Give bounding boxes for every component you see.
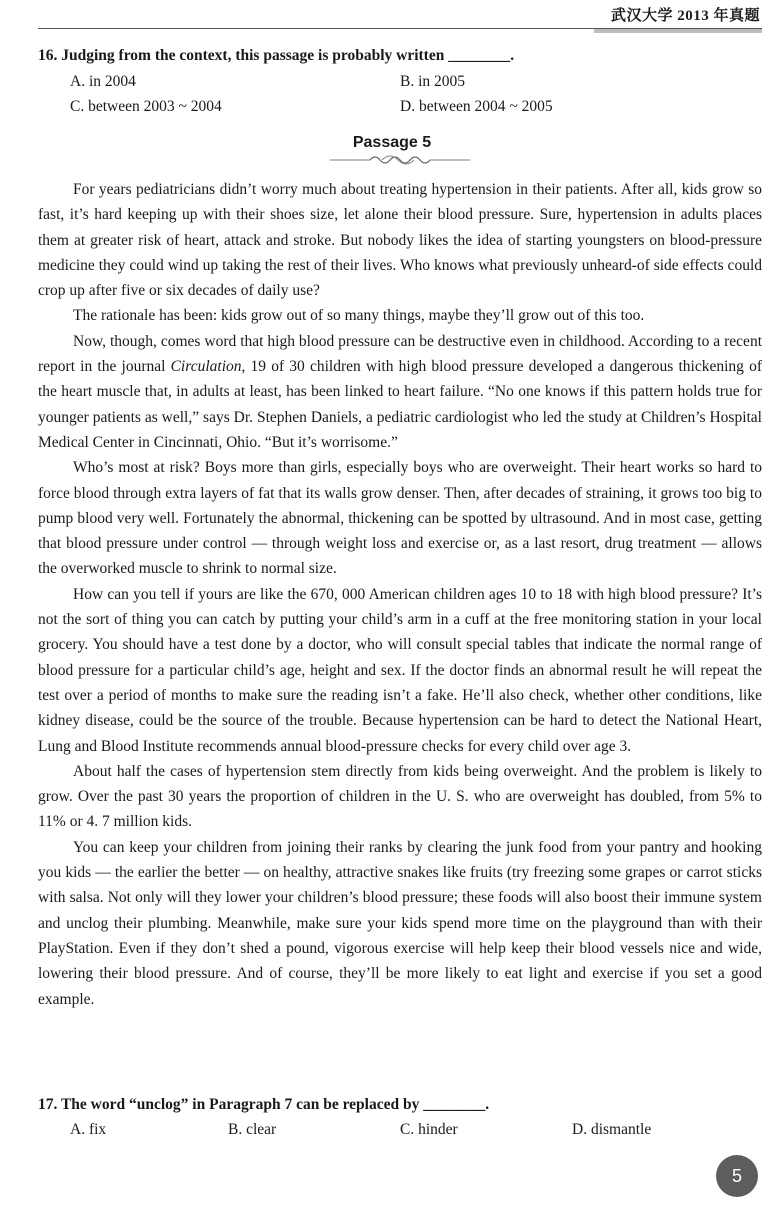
header-title: 武汉大学 2013 年真题 bbox=[610, 8, 760, 24]
option-b: B. clear bbox=[228, 1121, 277, 1138]
paragraph-2: The rationale has been: kids grow out of so many things, maybe they’ll grow out of this too. bbox=[73, 307, 645, 325]
paragraph-6: About half the cases of hypertension stem directly from kids being overweight. And the problem is likely to grow. Over the past 30 years the proportion of children in the U. S. who are overweight has doubled, from 5% to 11% or 4. 7 million kids. bbox=[38, 762, 762, 831]
paragraph-3-part-2: , 19 of 30 children with high blood pressure developed a dangerous thickening of the heart muscle that, in adults at least, has been linked to heart failure. “No one knows if this pattern holds true for younger patients as well,” says Dr. Stephen Daniels, a pediatric cardiologist who led the study at Children’s Hospital Medical Center in Cincinnati, Ohio. “But it’s worrisome.” bbox=[38, 358, 762, 451]
paragraph-3 bbox=[38, 329, 762, 455]
option-c: C. between 2003 ~ 2004 bbox=[70, 98, 222, 115]
option-d: D. between 2004 ~ 2005 bbox=[400, 98, 553, 115]
option-a: A. in 2004 bbox=[70, 73, 136, 90]
option-a: A. fix bbox=[70, 1121, 107, 1138]
passage-body bbox=[38, 177, 762, 1012]
option-d: D. dismantle bbox=[572, 1121, 652, 1138]
journal-name: Circulation bbox=[170, 358, 242, 376]
paragraph-4: Who’s most at risk? Boys more than girls, especially boys who are overweight. Their heart works so hard to force blood through extra layers of fat that its walls grow denser. Then, after decades of straining, it grows too big to pump blood very well. Fortunately the abnormal, thickening can be spotted by ultrasound. And in most case, getting that blood pressure under control — through weight loss and exercise or, as a last resort, drug treatment — allows the overworked muscle to shrink to normal size. bbox=[38, 459, 762, 578]
header-accent-bar bbox=[594, 29, 762, 33]
paragraph-3-part-1: Now, though, comes word that high blood pressure can be destructive even in childhood. According to a recent report in the journal bbox=[38, 332, 762, 376]
option-c: C. hinder bbox=[400, 1121, 458, 1138]
ornament-divider-icon bbox=[330, 152, 470, 168]
paragraph-7: You can keep your children from joining their ranks by clearing the junk food from your pantry and hooking you kids — the earlier the better — on healthy, attractive snakes like fruits (try freezing some grapes or carrot sticks with salsa. Not only will they lower your children’s blood pressure; these foods will also boost their immune system and unclog their plumbing. Meanwhile, make sure your kids spend more time on the playground than with their PlayStation. Even if they don’t shed a pound, vigorous exercise will help keep their blood vessels nice and wide, lowering their blood pressure. And of course, they’ll be more likely to eat light and exercise if you set a good example. bbox=[38, 838, 762, 1008]
option-b: B. in 2005 bbox=[400, 73, 466, 90]
page-number-badge: 5 bbox=[716, 1155, 758, 1197]
paragraph-5: How can you tell if yours are like the 670, 000 American children ages 10 to 18 with high blood pressure? It’s not the sort of thing you can catch by putting your child’s arm in a cuff at the free monitoring station in your local grocery. You should have a test done by a doctor, who will consult special tables that indicate the normal range of blood pressure for a particular child’s age, height and sex. If the doctor finds an abnormal result he will repeat the test over a period of months to make sure the reading isn’t a fake. He’ll also check, whether other conditions, like kidney disease, could be the source of the trouble. Because hypertension can be hard to detect the National Heart, Lung and Blood Institute recommends annual blood-pressure checks for every child over age 3. bbox=[38, 585, 762, 755]
question-stem: 17. The word “unclog” in Paragraph 7 can be replaced by ________. bbox=[38, 1096, 490, 1113]
paragraph-1: For years pediatricians didn’t worry much about treating hypertension in their patients. After all, kids grow so fast, it’s hard keeping up with their shoes size, let alone their blood pressure. Sure, hypertension in adults places them at greater risk of heart, attack and stroke. But nobody likes the idea of starting youngsters on blood-pressure medicine they could wind up taking the rest of their lives. Who knows what previously unheard-of side effects could crop up after five or six decades of daily use? bbox=[38, 181, 762, 300]
question-stem: 16. Judging from the context, this passage is probably written ________. bbox=[38, 47, 515, 64]
passage-title: Passage 5 bbox=[352, 134, 432, 151]
